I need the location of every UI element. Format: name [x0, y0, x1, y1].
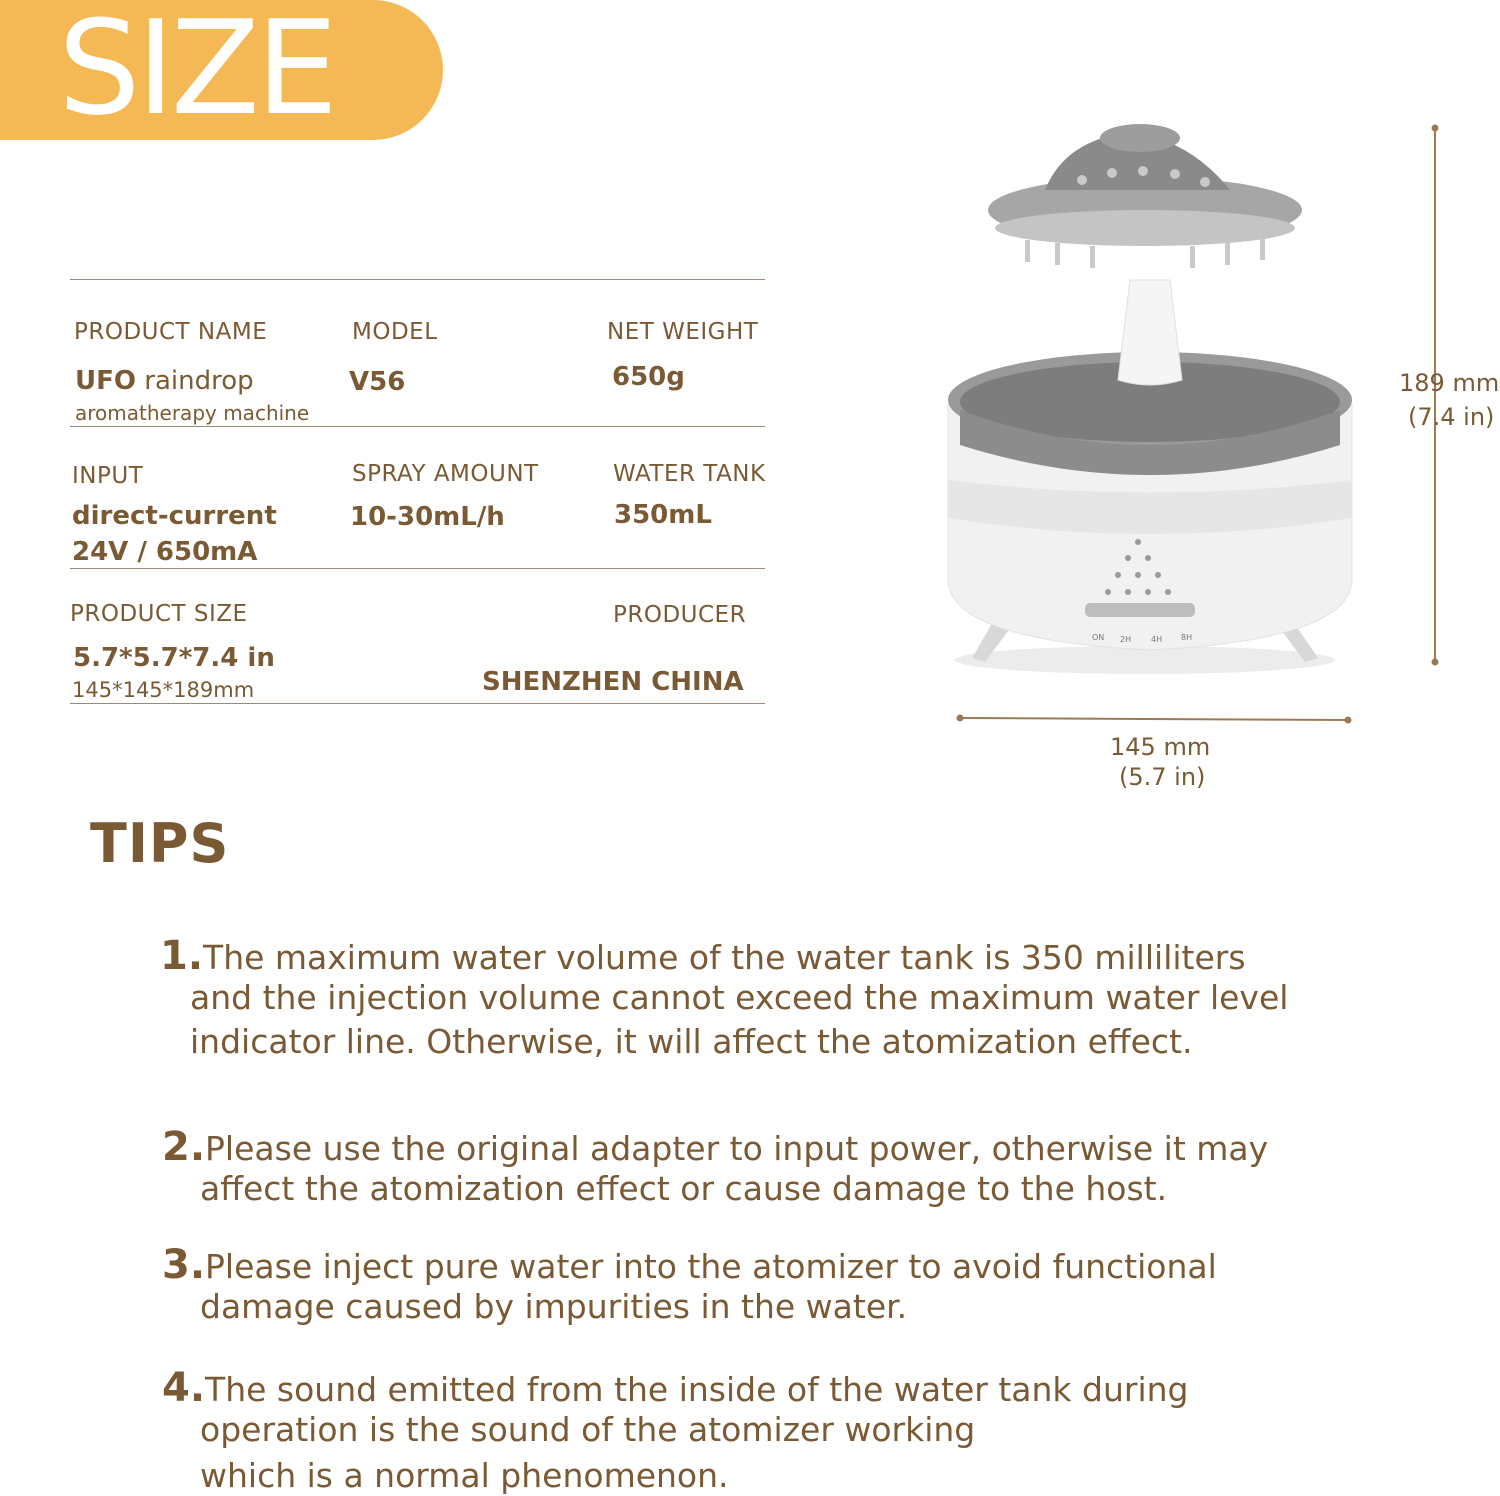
tip-2-number: 2.: [162, 1124, 206, 1170]
tip-4: [162, 1365, 1189, 1496]
input-value-line1: direct-current: [72, 501, 277, 531]
panel-label-2h: 2H: [1120, 635, 1132, 644]
ufo-rim: [995, 210, 1295, 246]
width-in: (5.7 in): [1119, 763, 1206, 791]
water-tank-value: 350mL: [614, 500, 712, 530]
table-rule-bottom: [70, 703, 765, 704]
water-tank-label: WATER TANK: [613, 461, 766, 487]
net-weight-value: 650g: [612, 362, 685, 392]
input-value-line2: 24V / 650mA: [72, 537, 258, 567]
stem: [1118, 280, 1182, 385]
net-weight-label: NET WEIGHT: [607, 319, 759, 345]
tip-4-line-3: which is a normal phenomenon.: [200, 1456, 729, 1495]
tip-1-number: 1.: [160, 933, 204, 979]
panel-label-4h: 4H: [1151, 635, 1163, 644]
ufo-top: [1100, 124, 1180, 152]
producer-label: PRODUCER: [613, 602, 747, 628]
height-mm: 189 mm: [1399, 369, 1500, 397]
tip-2: [162, 1124, 1269, 1209]
tip-2-line-1: Please use the original adapter to input power, otherwise it may: [205, 1129, 1269, 1168]
product-name-rest: raindrop: [135, 366, 254, 396]
product-size-value: 5.7*5.7*7.4 in: [73, 643, 275, 673]
spray-amount-label: SPRAY AMOUNT: [352, 461, 539, 487]
tip-1: [160, 933, 1289, 1062]
tip-4-line-2: operation is the sound of the atomizer working: [200, 1410, 976, 1449]
spray-amount-value: 10-30mL/h: [350, 502, 505, 532]
tips-title: TIPS: [90, 812, 230, 875]
tip-3-line-2: damage caused by impurities in the water.: [200, 1287, 908, 1326]
model-value: V56: [349, 367, 406, 397]
product-name-value: [75, 366, 254, 396]
product-size-sub: 145*145*189mm: [72, 678, 255, 702]
tip-3-line-1: Please inject pure water into the atomizer to avoid functional: [205, 1247, 1217, 1286]
table-rule-2: [70, 568, 765, 569]
product-illustration: [930, 110, 1500, 800]
product-name-label: PRODUCT NAME: [74, 319, 268, 345]
tip-1-line-1: The maximum water volume of the water tank is 350 milliliters: [203, 938, 1246, 977]
product-name-sub: aromatherapy machine: [75, 401, 310, 425]
banner-title: SIZE: [58, 0, 335, 144]
tip-3-number: 3.: [162, 1242, 206, 1288]
input-label: INPUT: [72, 463, 144, 489]
tip-1-line-2: and the injection volume cannot exceed the maximum water level: [190, 978, 1289, 1017]
tip-1-line-3: indicator line. Otherwise, it will affect the atomization effect.: [190, 1022, 1193, 1061]
width-mm: 145 mm: [1110, 733, 1211, 761]
tip-4-number: 4.: [162, 1365, 206, 1411]
tip-2-line-2: affect the atomization effect or cause damage to the host.: [200, 1169, 1168, 1208]
table-rule-1: [70, 426, 765, 427]
producer-value: SHENZHEN CHINA: [482, 667, 744, 697]
size-banner: [0, 0, 443, 144]
width-dimension-line: [960, 718, 1348, 720]
panel-label-on: ON: [1092, 633, 1105, 642]
model-label: MODEL: [352, 319, 438, 345]
product-size-label: PRODUCT SIZE: [70, 601, 248, 627]
tip-4-line-1: The sound emitted from the inside of the water tank during: [205, 1370, 1189, 1409]
panel-label-8h: 8H: [1181, 633, 1193, 642]
height-in: (7.4 in): [1408, 403, 1495, 431]
table-rule-top: [70, 279, 765, 280]
product-name-bold: UFO: [75, 366, 136, 396]
tip-3: [162, 1242, 1217, 1327]
